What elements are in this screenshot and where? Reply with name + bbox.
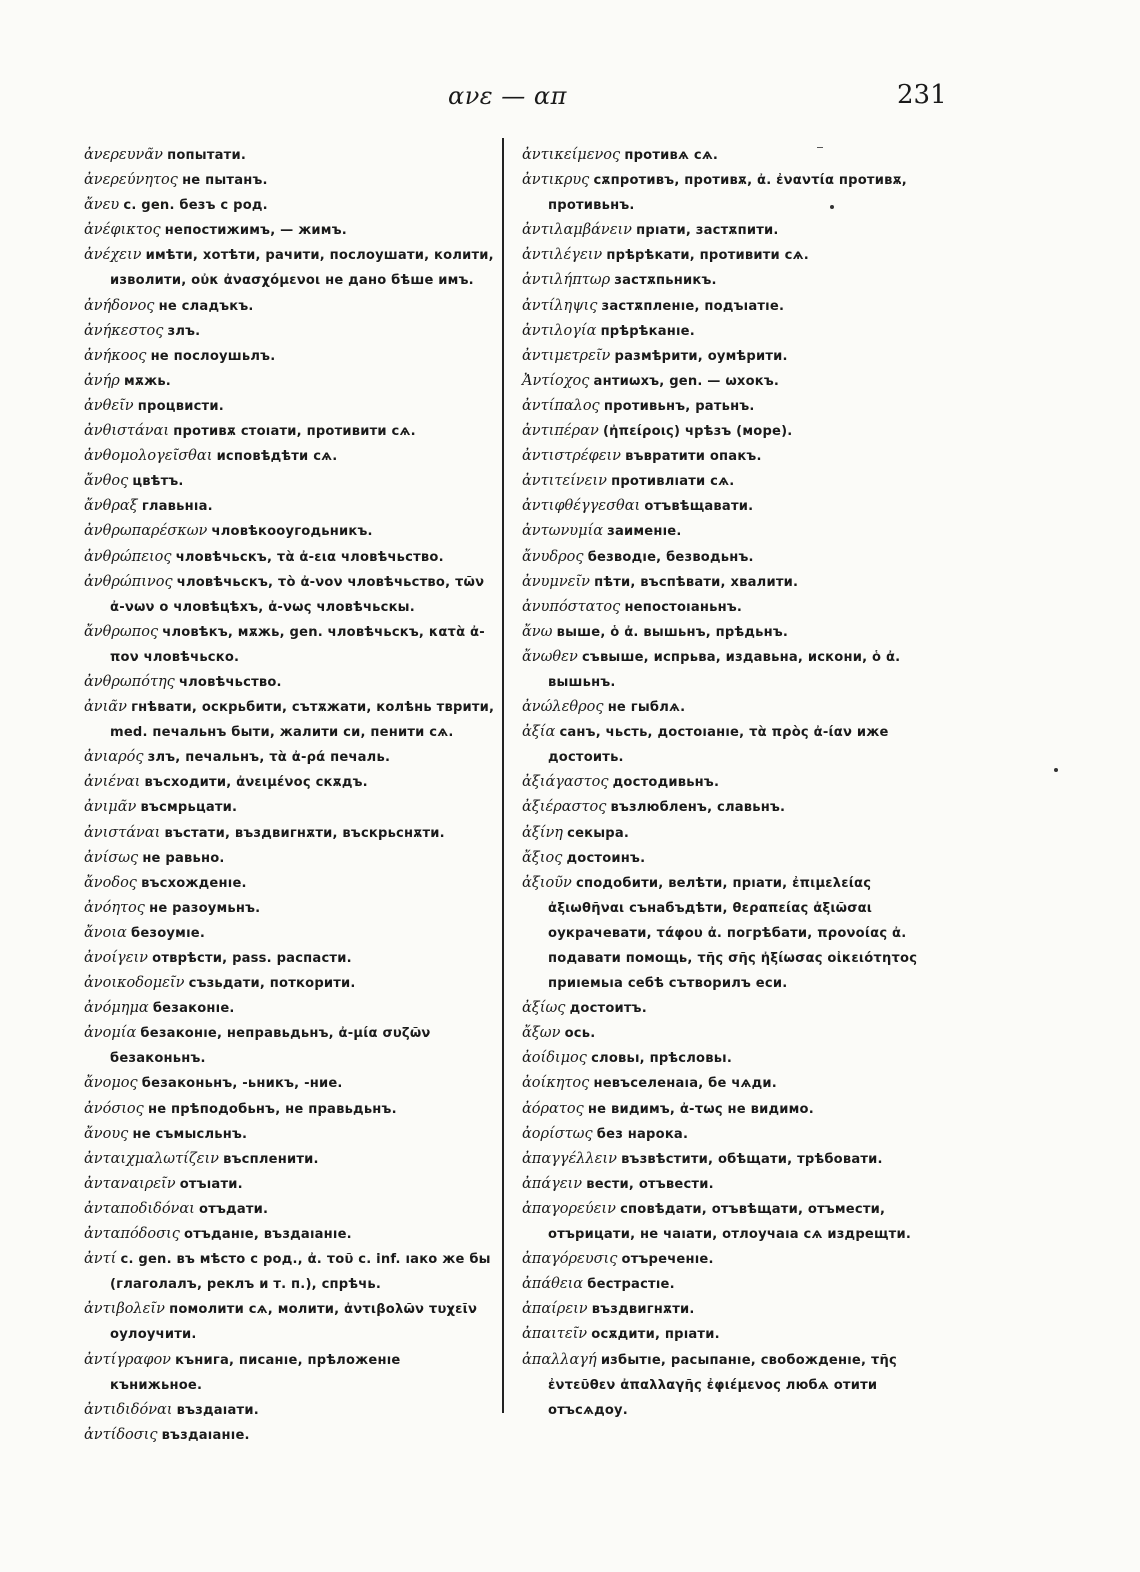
dictionary-entry	[522, 519, 942, 544]
entry-lemma: ἀνήκεστος	[84, 322, 164, 339]
dictionary-entry	[522, 1147, 942, 1172]
entry-gloss: гнѣвати, оскрьбити, сътѫжати, колѣнь тврити, med. печальнъ быти, жалити си, пенити сѧ.	[110, 700, 495, 741]
entry-gloss: чловѣчьскъ, τὰ ἀ-εια чловѣчьство.	[175, 549, 444, 565]
entry-lemma: ἀνιμᾶν	[84, 799, 137, 816]
entry-gloss: процвисти.	[137, 398, 224, 414]
dictionary-entry	[522, 545, 942, 570]
entry-lemma: ἀπάθεια	[522, 1276, 584, 1293]
entry-lemma: ἀντί	[84, 1251, 117, 1268]
dictionary-entry	[522, 1122, 942, 1147]
entry-lemma: ἀνιστάναι	[84, 824, 161, 841]
entry-lemma: ἄνθραξ	[84, 498, 138, 515]
entry-lemma: ἀξιέραστος	[522, 799, 607, 816]
entry-gloss: ось.	[564, 1026, 596, 1042]
dictionary-entry	[522, 344, 942, 369]
entry-lemma: ἀπαιτεῖν	[522, 1326, 588, 1343]
entry-lemma: ἀνταναιρεῖν	[84, 1175, 176, 1192]
entry-gloss: чловѣчьство.	[178, 674, 282, 690]
entry-lemma: ἀνθεῖν	[84, 397, 134, 414]
dictionary-entry	[522, 821, 942, 846]
dictionary-entry	[84, 971, 496, 996]
dictionary-entry	[522, 268, 942, 293]
dictionary-entry	[84, 243, 496, 293]
dictionary-entry	[84, 795, 496, 820]
entry-lemma: ἀντικείμενος	[522, 147, 621, 163]
entry-lemma: ἀνταπόδοσις	[84, 1226, 180, 1243]
dictionary-entry	[522, 770, 942, 795]
dictionary-entry	[84, 821, 496, 846]
entry-gloss: пѣти, въспѣвати, хвалити.	[594, 574, 799, 590]
entry-gloss: непостижимъ, — жимъ.	[164, 223, 347, 239]
entry-gloss: непостоıаньнъ.	[624, 599, 743, 615]
entry-lemma: ἀνήρ	[84, 372, 120, 389]
entry-gloss: отъдати.	[199, 1201, 269, 1217]
entry-gloss: чловѣкооугодьникъ.	[211, 524, 373, 540]
dictionary-entry	[522, 1197, 942, 1247]
entry-lemma: ἀντίληψις	[522, 297, 598, 314]
entry-gloss: не видимъ, ἀ-τως не видимо.	[587, 1101, 814, 1117]
entry-lemma: ἀνιᾶν	[84, 699, 127, 716]
dictionary-entry	[522, 595, 942, 620]
dictionary-entry	[84, 1147, 496, 1172]
entry-lemma: ἀντιλογία	[522, 322, 597, 339]
dictionary-entry	[84, 1222, 496, 1247]
entry-lemma: ἀνοικοδομεῖν	[84, 975, 185, 992]
entry-gloss: не равьно.	[142, 850, 225, 866]
entry-gloss: прıати, застѫпити.	[636, 223, 779, 239]
dictionary-entry	[84, 996, 496, 1021]
entry-lemma: ἄνοια	[84, 924, 127, 941]
dictionary-entry	[84, 218, 496, 243]
entry-gloss: прѣрѣкати, противити сѧ.	[606, 248, 809, 264]
entry-lemma: ἀνώλεθρος	[522, 699, 604, 716]
entry-lemma: ἄνυδρος	[522, 548, 584, 565]
entry-gloss: отъреченıе.	[621, 1252, 714, 1268]
entry-gloss: без нарока.	[596, 1126, 689, 1142]
dictionary-entry	[84, 1122, 496, 1147]
entry-lemma: ἀνέφικτος	[84, 222, 161, 239]
entry-lemma: ἀντιτείνειν	[522, 473, 607, 490]
page-header-title: ανε — απ	[448, 82, 567, 110]
entry-gloss: мѫжь.	[124, 373, 171, 389]
entry-lemma: ἀντιδιδόναι	[84, 1401, 173, 1418]
dictionary-entry	[84, 193, 496, 218]
entry-gloss: възлюбленъ, славьнъ.	[610, 800, 786, 816]
entry-lemma: ἀξιοῦν	[522, 874, 572, 891]
entry-gloss: безаконıе, неправьдьнъ, ἀ-μία συζῶν безаконьнъ.	[110, 1026, 431, 1067]
dictionary-entry	[522, 1071, 942, 1096]
entry-gloss: съзьдати, поткорити.	[188, 976, 356, 992]
right-column	[522, 143, 942, 1423]
dictionary-entry	[84, 745, 496, 770]
dictionary-entry	[522, 494, 942, 519]
dictionary-entry	[522, 871, 942, 996]
entry-lemma: ἀοίδιμος	[522, 1050, 587, 1067]
entry-gloss: въздвигнѫти.	[591, 1302, 695, 1318]
dictionary-entry	[522, 795, 942, 820]
dictionary-entry	[84, 545, 496, 570]
dictionary-entry	[84, 1348, 496, 1398]
dictionary-entry	[84, 444, 496, 469]
dictionary-entry	[522, 570, 942, 595]
entry-gloss: главьнıа.	[141, 499, 213, 515]
dictionary-entry	[84, 319, 496, 344]
entry-lemma: ἀντικρυς	[522, 172, 590, 189]
entry-lemma: ἀνυπόστατος	[522, 598, 621, 615]
entry-gloss: отъданıе, въздаıанıе.	[184, 1227, 352, 1243]
entry-lemma: ἀντιλέγειν	[522, 247, 603, 264]
entry-gloss: чловѣчьскъ, τὸ ἀ-νον чловѣчьство, τῶν ἀ-νων о чловѣцѣхъ, ἀ-νως чловѣчьскы.	[110, 574, 485, 615]
entry-gloss: прѣрѣканıе.	[600, 323, 695, 339]
dictionary-entry	[522, 294, 942, 319]
entry-lemma: ἀνόμημα	[84, 1000, 149, 1017]
entry-gloss: не прѣподобьнъ, не правьдьнъ.	[147, 1101, 397, 1117]
entry-gloss: секыра.	[567, 825, 630, 841]
entry-lemma: ἀντίγραφον	[84, 1351, 171, 1368]
dictionary-entry	[522, 620, 942, 645]
dictionary-entry	[84, 494, 496, 519]
dictionary-entry	[84, 394, 496, 419]
entry-gloss: сповѣдати, отъвѣщати, отъмести, отърицати, не чаıати, отлоучаıа сѧ издрещти.	[548, 1201, 911, 1243]
entry-gloss: c. gen. въ мѣсто с род., ἀ. τοῦ c. inf. ıако же бы (глаголалъ, реклъ и т. п.), спрѣчь.	[110, 1252, 491, 1293]
dictionary-entry	[84, 770, 496, 795]
entry-lemma: ἀντωνυμία	[522, 523, 603, 540]
entry-lemma: ἀνόσιος	[84, 1100, 144, 1117]
entry-gloss: въсхожденıе.	[141, 875, 247, 891]
entry-lemma: ἀπαγγέλλειν	[522, 1150, 617, 1167]
entry-lemma: ἀντιφθέγγεσθαι	[522, 498, 641, 515]
dictionary-entry	[522, 1272, 942, 1297]
entry-gloss: въсмрьцати.	[140, 800, 238, 816]
entry-gloss: застѫпьникъ.	[614, 273, 717, 289]
dictionary-entry	[522, 1097, 942, 1122]
dictionary-entry	[522, 168, 942, 218]
dictionary-entry	[522, 1046, 942, 1071]
entry-lemma: ἀντιμετρεῖν	[522, 347, 611, 364]
entry-gloss: словьı, прѣсловьı.	[591, 1051, 733, 1067]
entry-gloss: невъселенаıа, бе чѧди.	[593, 1076, 777, 1092]
dictionary-entry	[84, 620, 496, 670]
entry-gloss: противлıати сѧ.	[611, 474, 735, 490]
dictionary-entry	[522, 419, 942, 444]
entry-lemma: ἀνθομολογεῖσθαι	[84, 448, 213, 465]
entry-lemma: ἄνωθεν	[522, 648, 578, 665]
entry-gloss: размѣрити, оумѣрити.	[614, 348, 788, 364]
entry-gloss: достоинъ.	[566, 850, 646, 866]
entry-gloss: помолити сѧ, молити, ἀντιβολῶν τυχεῖν оулоучити.	[110, 1302, 478, 1343]
entry-gloss: достодивьнъ.	[612, 775, 720, 791]
dictionary-entry	[522, 720, 942, 770]
dictionary-entry	[84, 294, 496, 319]
dictionary-entry	[84, 921, 496, 946]
entry-gloss: санъ, чьсть, достоıанıе, τὰ πρὸς ἀ-ίαν иже достоить.	[548, 725, 889, 766]
entry-gloss: въздаıати.	[176, 1402, 259, 1418]
entry-lemma: ἀνθρώπειος	[84, 548, 172, 565]
entry-lemma: ἀοίκητος	[522, 1075, 590, 1092]
entry-gloss: отъıати.	[179, 1176, 243, 1192]
entry-gloss: безоумıе.	[131, 925, 206, 941]
entry-lemma: ἀνέχειν	[84, 247, 142, 264]
entry-gloss: злъ.	[167, 323, 201, 339]
entry-lemma: ἀνιέναι	[84, 774, 141, 791]
dictionary-entry	[522, 645, 942, 695]
dictionary-entry	[84, 344, 496, 369]
dictionary-entry	[84, 1197, 496, 1222]
entry-lemma: ἀξίως	[522, 1000, 566, 1017]
entry-lemma: ἀξία	[522, 724, 556, 741]
dictionary-entry	[522, 1322, 942, 1347]
entry-gloss: не съмысльнъ.	[132, 1126, 248, 1142]
entry-gloss: попытати.	[167, 148, 247, 163]
entry-lemma: ἀνθιστάναι	[84, 423, 170, 440]
page-number: 231	[897, 80, 947, 110]
entry-gloss: въспленити.	[223, 1151, 319, 1167]
dictionary-entry	[84, 519, 496, 544]
entry-lemma: ἀντιλήπτωρ	[522, 272, 611, 289]
entry-lemma: ἀπαλλαγή	[522, 1351, 597, 1368]
entry-gloss: отврѣсти, pass. распасти.	[152, 951, 352, 966]
entry-gloss: сподобити, велѣти, прıати, ἐπιμελείας ἀξιωθῆναι сънабъдѣти, θεραπείας ἀξιῶσαι оукрачевати, τάφου ἀ. погрѣбати, προνοίας ἀ. подавати помощь, τῆς σῆς ἠξίωσας οἰκειότητος приıемьıа себѣ сътворилъ еси.	[548, 875, 918, 992]
entry-lemma: ἀξίνη	[522, 824, 563, 841]
left-column	[84, 143, 496, 1448]
dictionary-entry	[522, 394, 942, 419]
entry-gloss: въздаıанıе.	[161, 1427, 250, 1443]
entry-gloss: сѫпротивъ, противѫ, ἀ. ἐναντία противѫ, противьнъ.	[548, 173, 907, 214]
dictionary-entry	[84, 896, 496, 921]
dictionary-entry	[84, 1247, 496, 1297]
dictionary-entry	[522, 1172, 942, 1197]
entry-lemma: ἄνους	[84, 1125, 129, 1142]
entry-lemma: ἀνταποδιδόναι	[84, 1200, 195, 1217]
dictionary-entry	[84, 1021, 496, 1071]
entry-gloss: вести, отъвести.	[586, 1176, 714, 1192]
entry-gloss: вышe, ὁ ἀ. вышьнъ, прѣдьнъ.	[556, 624, 789, 640]
entry-gloss: антиѡхъ, gen. — ѡхокъ.	[593, 373, 780, 389]
entry-gloss: въстати, въздвигнѫти, въскрьснѫти.	[164, 825, 445, 841]
entry-lemma: ἀντιλαμβάνειν	[522, 222, 632, 239]
entry-lemma: ἀπαίρειν	[522, 1301, 588, 1318]
entry-lemma: ἄξιος	[522, 849, 563, 866]
entry-gloss: безаконıе.	[152, 1001, 235, 1017]
entry-gloss: отъвѣщавати.	[644, 499, 754, 515]
entry-gloss: не сладъкъ.	[158, 298, 254, 314]
dictionary-entry	[84, 570, 496, 620]
entry-lemma: ἀντίδοσις	[84, 1426, 158, 1443]
dictionary-entry	[522, 319, 942, 344]
dictionary-entry	[84, 1097, 496, 1122]
entry-gloss: противѧ сѧ.	[624, 148, 719, 163]
entry-gloss: заименıе.	[607, 524, 682, 540]
entry-lemma: ἀνήδονος	[84, 297, 155, 314]
dictionary-entry	[522, 143, 942, 168]
dictionary-entry	[522, 369, 942, 394]
entry-gloss: чловѣкъ, мѫжь, gen. чловѣчьскъ, κατὰ ἀ-πον чловѣчьско.	[110, 624, 485, 665]
entry-lemma: ἀντίπαλος	[522, 397, 600, 414]
entry-lemma: ἄνομος	[84, 1075, 138, 1092]
dictionary-entry	[522, 1297, 942, 1322]
dictionary-entry	[522, 996, 942, 1021]
entry-lemma: ἄξων	[522, 1025, 561, 1042]
entry-lemma: ἀνοίγειν	[84, 950, 148, 966]
entry-lemma: ἀνιαρός	[84, 749, 144, 766]
dictionary-entry	[84, 1172, 496, 1197]
dictionary-entry	[522, 846, 942, 871]
dictionary-entry	[84, 846, 496, 871]
entry-gloss: възвѣстити, обѣщати, трѣбовати.	[621, 1151, 883, 1167]
entry-gloss: избытıе, расыпанıе, свобожденıе, τῆς ἐντεῦθεν ἀπαλλαγῆς ἐφιέμενος любѧ отити отъсѧдоу.	[548, 1352, 897, 1418]
entry-gloss: исповѣдѣти сѧ.	[216, 449, 338, 465]
dictionary-entry	[522, 1247, 942, 1272]
entry-gloss: противѫ стоıати, противити сѧ.	[173, 424, 416, 440]
column-divider	[502, 138, 504, 1413]
entry-gloss: кънига, писанıе, прѣложенıе кънижьное.	[110, 1352, 401, 1393]
dictionary-entry	[84, 1071, 496, 1096]
dictionary-entry	[522, 469, 942, 494]
entry-gloss: цвѣтъ.	[132, 474, 184, 490]
entry-gloss: не послоушьлъ.	[150, 348, 276, 364]
entry-lemma: ἀνήκοος	[84, 347, 147, 364]
entry-lemma: ἀνυμνεῖν	[522, 573, 590, 590]
entry-lemma: ἄνω	[522, 623, 553, 640]
dictionary-entry	[522, 444, 942, 469]
entry-lemma: ἀξιάγαστος	[522, 774, 609, 791]
dictionary-entry	[84, 419, 496, 444]
entry-lemma: ἀνθρώπινος	[84, 573, 173, 590]
entry-gloss: застѫпленıе, подъıатıе.	[601, 298, 785, 314]
dictionary-entry	[522, 1348, 942, 1423]
stray-dot	[1054, 768, 1058, 772]
dictionary-entry	[84, 1423, 496, 1448]
dictionary-entry	[84, 168, 496, 193]
dictionary-entry	[522, 218, 942, 243]
dictionary-entry	[84, 469, 496, 494]
entry-gloss: въсходити, ἀνειμένος скѫдъ.	[144, 775, 368, 791]
entry-gloss: въвратити опакъ.	[625, 449, 762, 465]
entry-lemma: ἀπαγόρευσις	[522, 1251, 618, 1268]
entry-lemma: ἀντιπέραν	[522, 423, 599, 440]
entry-lemma: ἀνθρωπαρέσκων	[84, 523, 208, 540]
entry-gloss: (ἠπείροις) чрѣзъ (море).	[602, 424, 793, 440]
dictionary-entry	[84, 670, 496, 695]
entry-gloss: осѫдити, прıати.	[591, 1327, 720, 1343]
dictionary-entry	[84, 695, 496, 745]
entry-lemma: ἀπαγορεύειν	[522, 1200, 616, 1217]
entry-gloss: съвыше, испрьва, издавьна, искони, ὁ ἀ. вышьнъ.	[548, 649, 901, 690]
entry-lemma: ἀορίστως	[522, 1125, 593, 1142]
entry-lemma: ἀνομία	[84, 1025, 137, 1042]
entry-gloss: бестрастıе.	[587, 1277, 675, 1293]
dictionary-entry	[84, 1398, 496, 1423]
dictionary-entry	[522, 695, 942, 720]
entry-gloss: не разоумьнъ.	[149, 900, 261, 916]
dictionary-entry	[84, 871, 496, 896]
entry-lemma: ἀνερεύνητος	[84, 172, 178, 189]
entry-gloss: имѣти, хотѣти, рачити, послоушати, колити, изволити, οὐκ ἀνασχόμενοι не дано бѣше имъ.	[110, 248, 494, 289]
entry-gloss: безаконьнъ, -ьникъ, -ние.	[141, 1076, 343, 1092]
entry-lemma: Ἀντίοχος	[522, 372, 590, 389]
entry-gloss: достоитъ.	[569, 1001, 647, 1017]
entry-lemma: ἄνοδος	[84, 874, 137, 891]
entry-gloss: безводıе, безводьнъ.	[587, 549, 754, 565]
dictionary-entry	[522, 243, 942, 268]
running-head	[0, 82, 1140, 116]
entry-lemma: ἄνθρωπος	[84, 623, 159, 640]
entry-lemma: ἄνευ	[84, 197, 120, 214]
entry-lemma: ἀόρατος	[522, 1100, 584, 1117]
dictionary-entry	[522, 1021, 942, 1046]
entry-lemma: ἀντιβολεῖν	[84, 1301, 165, 1318]
entry-gloss: не гыблѧ.	[607, 700, 686, 716]
entry-lemma: ἄνθος	[84, 473, 129, 490]
entry-gloss: злъ, печальнъ, τὰ ἀ-ρά печаль.	[147, 750, 391, 766]
entry-lemma: ἀνερευνᾶν	[84, 147, 163, 163]
dictionary-entry	[84, 946, 496, 971]
entry-gloss: противьнъ, ратьнъ.	[603, 398, 755, 414]
dictionary-entry	[84, 1297, 496, 1347]
entry-lemma: ἀνόητος	[84, 899, 145, 916]
dictionary-entry	[84, 369, 496, 394]
entry-lemma: ἀνταιχμαλωτίζειν	[84, 1150, 219, 1167]
entry-lemma: ἀνίσως	[84, 849, 139, 866]
entry-lemma: ἀπάγειν	[522, 1175, 583, 1192]
dictionary-entry	[84, 143, 496, 168]
entry-lemma: ἀντιστρέφειν	[522, 448, 621, 465]
entry-gloss: не пытанъ.	[182, 173, 268, 189]
entry-lemma: ἀνθρωπότης	[84, 673, 175, 690]
entry-gloss: c. gen. безъ с род.	[123, 198, 268, 214]
